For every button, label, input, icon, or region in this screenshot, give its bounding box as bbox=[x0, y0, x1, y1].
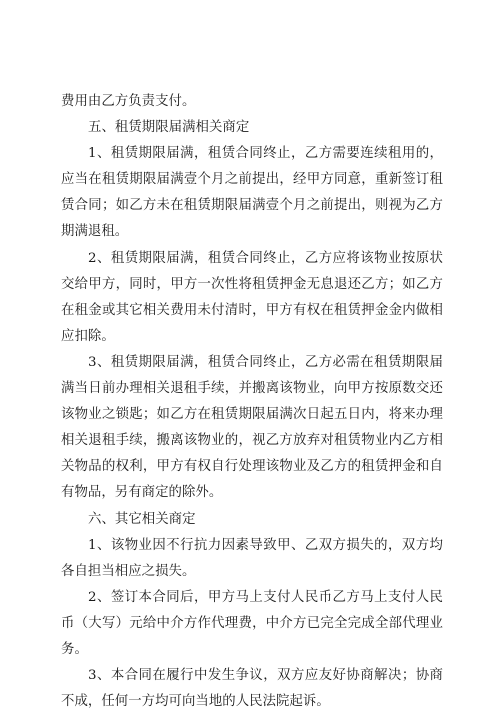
clause-5-3: 3、租赁期限届满，租赁合同终止，乙方必需在租赁期限届满当日前办理相关退租手续，并搬离该物业，向甲方按原数交还该物业之锁匙；如乙方在租赁期限届满次日起五日内，将来办理相关退租手续，搬离该物业的，视乙方放弃对租赁物业内乙方相关物品的权利，甲方有权自行处理该物业及乙方的租赁押金和自有物品，另有商定的除外。 bbox=[61, 354, 443, 501]
clause-5-1: 1、租赁期限届满，租赁合同终止，乙方需要连续租用的，应当在租赁期限届满壹个月之前提出，经甲方同意，重新签订租赁合同；如乙方未在租赁期限届满壹个月之前提出，则视为乙方期满退租。 bbox=[61, 146, 443, 240]
paragraph-fee-payment: 费用由乙方负责支付。 bbox=[61, 94, 196, 109]
clause-6-2: 2、签订本合同后，甲方马上支付人民币乙方马上支付人民币（大写）元给中介方作代理费，中介方已完全完成全部代理业务。 bbox=[61, 589, 443, 657]
clause-5-2: 2、租赁期限届满，租赁合同终止，乙方应将该物业按原状交给甲方，同时，甲方一次性将租赁押金无息退还乙方；如乙方在租金或其它相关费用未付清时，甲方有权在租赁押金金内做相应扣除。 bbox=[61, 250, 443, 344]
section-heading-other: 六、其它相关商定 bbox=[88, 511, 196, 527]
clause-6-1: 1、该物业因不行抗力因素导致甲、乙双方损失的，双方均各自担当相应之损失。 bbox=[61, 537, 443, 579]
clause-6-3: 3、本合同在履行中发生争议，双方应友好协商解决；协商不成，任何一方均可向当地的人民法院起诉。 bbox=[61, 668, 443, 710]
section-heading-lease-expiry: 五、租赁期限届满相关商定 bbox=[88, 120, 250, 136]
document-body bbox=[61, 89, 443, 715]
